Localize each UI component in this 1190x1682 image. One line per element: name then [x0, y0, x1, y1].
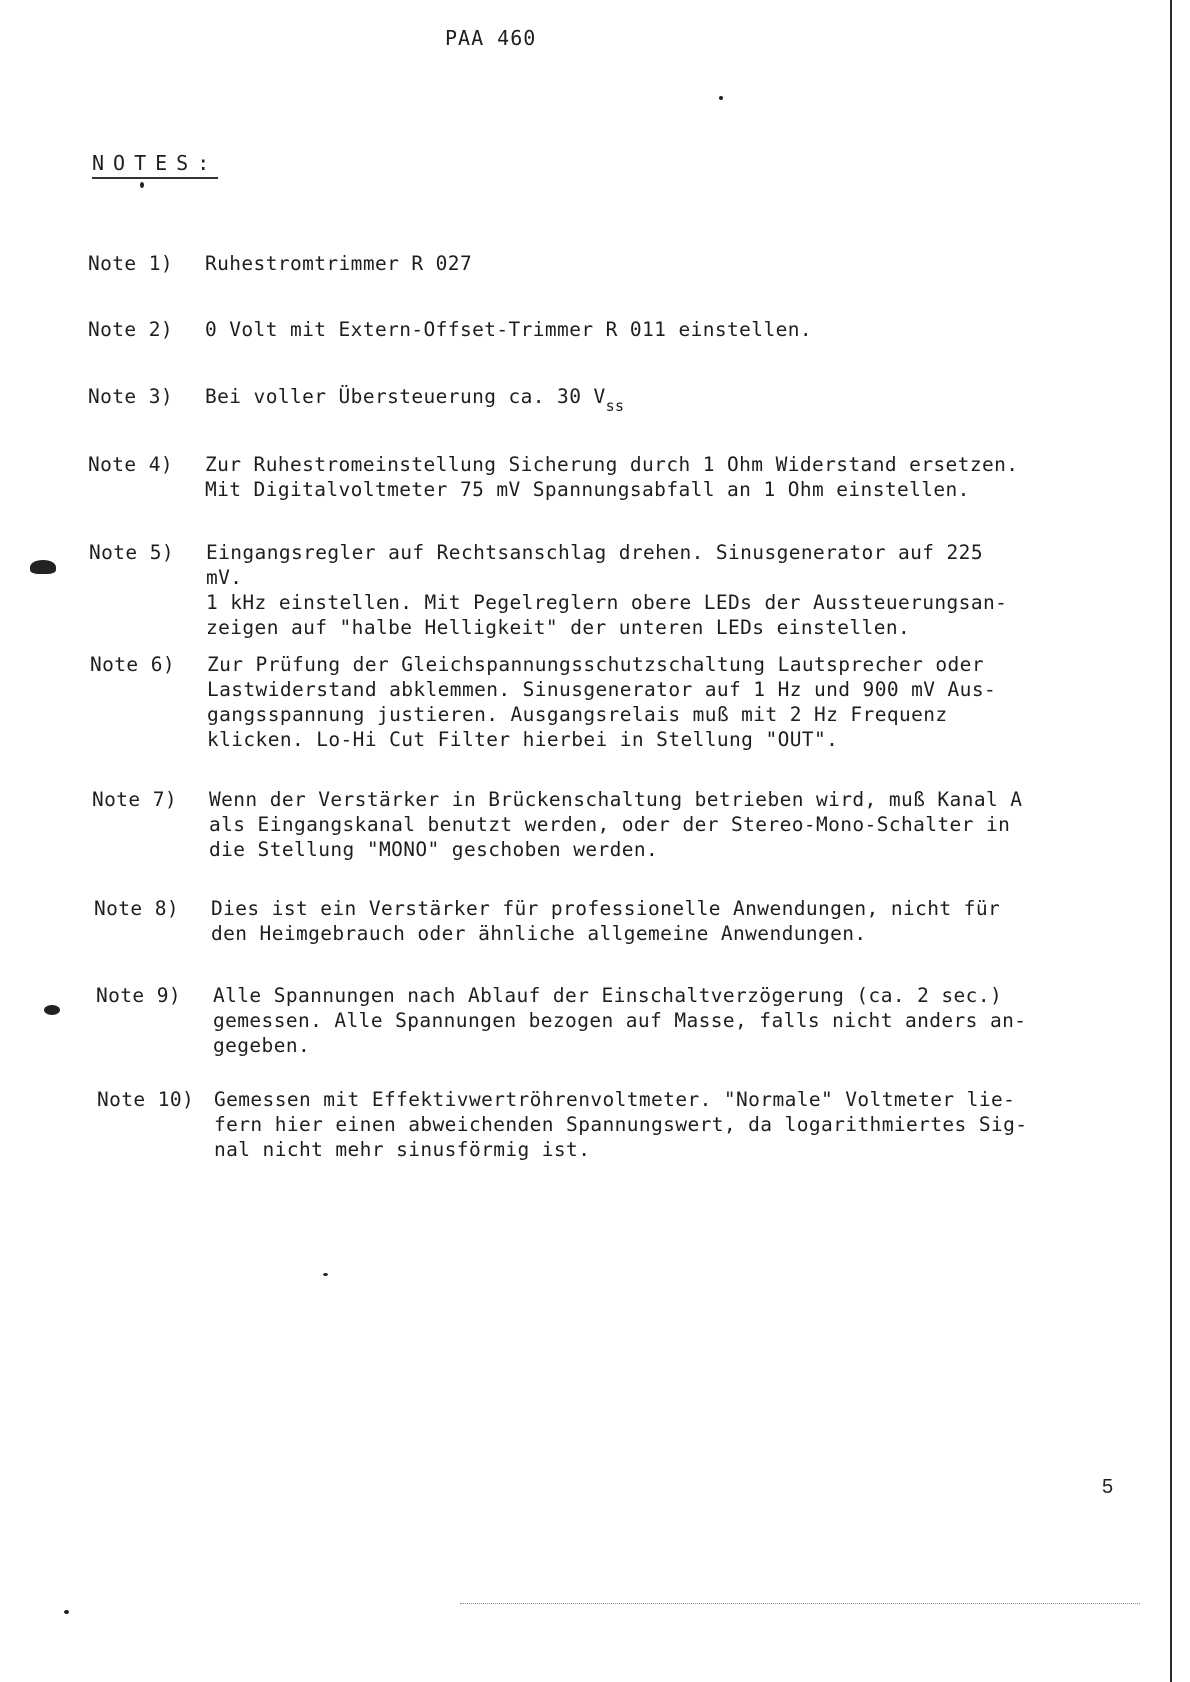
note-label: Note 8) [94, 897, 179, 920]
notes-heading: NOTES: [92, 151, 218, 179]
note-text-wrapper [205, 384, 1025, 415]
note-text: Wenn der Verstärker in Brückenschaltung betrieben wird, muß Kanal A als Eingangskanal benutzt werden, oder der Stereo-Mono-Schalter in die Stellung "MONO" geschoben werden. [209, 788, 1023, 861]
scan-speck [44, 1005, 60, 1015]
document-code: PAA 460 [445, 26, 537, 50]
scan-speck [64, 1610, 69, 1614]
note-text: Alle Spannungen nach Ablauf der Einschaltverzögerung (ca. 2 sec.) gemessen. Alle Spannungen bezogen auf Masse, falls nicht anders an- gegeben. [213, 984, 1027, 1057]
note-label: Note 4) [88, 453, 173, 476]
note-label: Note 10) [97, 1088, 195, 1111]
note-text: Bei voller Übersteuerung ca. 30 V [205, 385, 606, 408]
note-label: Note 7) [92, 788, 177, 811]
note-text: 0 Volt mit Extern-Offset-Trimmer R 011 einstellen. [205, 318, 812, 341]
scan-artifact-dotted-line [460, 1603, 1140, 1604]
note-label: Note 3) [88, 385, 173, 408]
page-edge-line [1170, 0, 1172, 1682]
note-label: Note 1) [88, 252, 173, 275]
voltage-subscript: ss [605, 397, 625, 415]
note-text: Zur Prüfung der Gleichspannungsschutzschaltung Lautsprecher oder Lastwiderstand abklemmen. Sinusgenerator auf 1 Hz und 900 mV Aus- gangsspannung justieren. Ausgangsrelais muß mit 2 Hz Frequenz klicken. Lo-Hi Cut Filter hierbei in Stellung "OUT". [207, 653, 997, 751]
note-label: Note 9) [96, 984, 181, 1007]
page-number: 5 [1102, 1476, 1114, 1498]
scan-speck [140, 182, 144, 188]
note-text: Eingangsregler auf Rechtsanschlag drehen. Sinusgenerator auf 225 mV. 1 kHz einstellen. Mit Pegelreglern obere LEDs der Aussteuerungsan- zeigen auf "halbe Helligkeit" der unteren LEDs einstellen. [206, 541, 1008, 639]
note-text: Dies ist ein Verstärker für professionelle Anwendungen, nicht für den Heimgebrauch oder ähnliche allgemeine Anwendungen. [211, 897, 1001, 945]
scan-speck [323, 1273, 328, 1276]
note-text: Ruhestromtrimmer R 027 [205, 252, 473, 275]
scan-speck [30, 560, 56, 574]
note-label: Note 6) [90, 653, 175, 676]
note-label: Note 5) [89, 541, 174, 564]
note-label: Note 2) [88, 318, 173, 341]
scan-speck [719, 96, 723, 100]
note-text: Zur Ruhestromeinstellung Sicherung durch 1 Ohm Widerstand ersetzen. Mit Digitalvoltmeter 75 mV Spannungsabfall an 1 Ohm einstellen. [205, 453, 1019, 501]
note-text: Gemessen mit Effektivwertröhrenvoltmeter. "Normale" Voltmeter lie- fern hier einen abweichenden Spannungswert, da logarithmiertes Sig- nal nicht mehr sinusförmig ist. [214, 1088, 1028, 1161]
